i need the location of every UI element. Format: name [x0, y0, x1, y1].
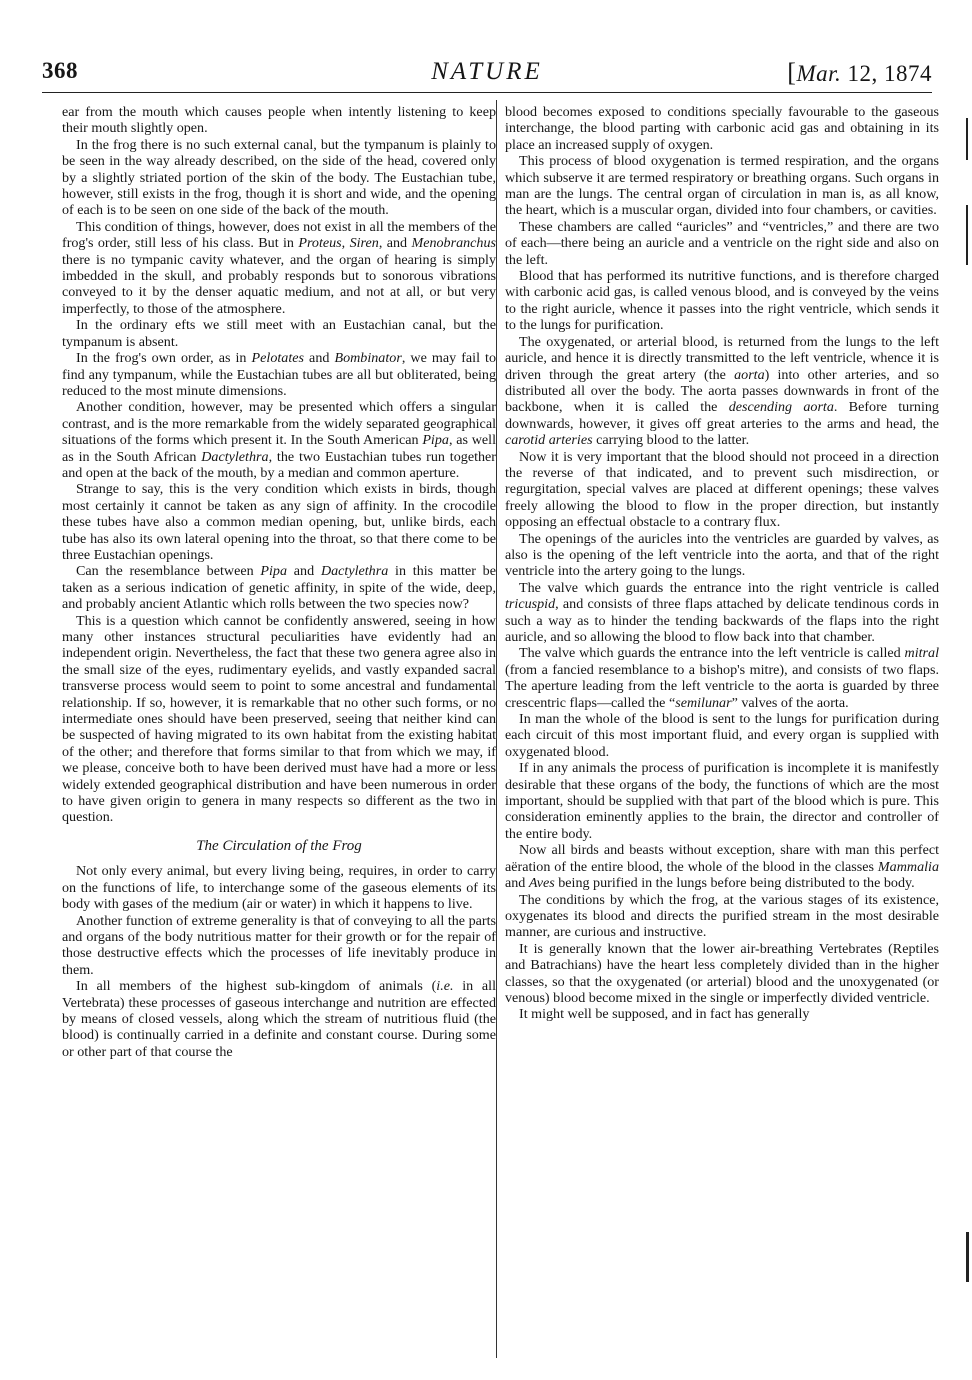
running-header [42, 58, 932, 93]
paragraph: blood becomes exposed to conditions specially favourable to the gaseous interchange, the blood parting with carbonic acid gas and obtaining in its place an increased supply of oxygen. [505, 104, 939, 153]
paragraph: These chambers are called “auricles” and “ventricles,” and there are two of each—there being an auricle and a ventricle on the right side and also on the left. [505, 218, 939, 268]
paragraph: Blood that has performed its nutritive functions, and is therefore charged with carbonic acid gas, is called venous blood, and is conveyed by the veins to the right auricle, whence it passes into the right ventricle, which sends it to the lungs for purification. [505, 268, 939, 334]
right-column [505, 104, 939, 1023]
paragraph: Another condition, however, may be presented which offers a singular contrast, and is the more remarkable from the widely separated geographical situations of the forms which present it. In the South American Pipa, as well as in the South African Dactylethra, the two Eustachian tubes run together and open at the back of the mouth, by a median and common aperture. [62, 399, 496, 481]
paragraph: In the frog's own order, as in Pelotates and Bombinator, we may fail to find any tympanum, while the Eustachian tubes are all but obliterated, being reduced to the most minute dimensions. [62, 350, 497, 399]
section-heading: The Circulation of the Frog [196, 837, 362, 854]
italic-term: Siren [349, 235, 379, 252]
italic-term: Dactylethra [201, 448, 269, 465]
italic-term: Bombinator [334, 350, 402, 367]
paragraph: The oxygenated, or arterial blood, is returned from the lungs to the left auricle, and hence it is directly transmitted to the left ventricle, whence it is driven through the great artery (the aorta) into other arteries, and so distributed all over the body. The aorta passes downwards in front of the backbone, when it is called the descending aorta. Before turning downwards, however, it gives off great arteries to the arms and head, the carotid arteries carrying blood to the latter. [505, 333, 939, 449]
italic-term: Pipa [422, 432, 449, 449]
italic-term: semilunar [675, 694, 732, 711]
italic-term: aorta [734, 366, 765, 383]
paragraph: Now all birds and beasts without exception, share with man this perfect aëration of the entire blood, the whole of the blood in the classes Mammalia and Aves being purified in the lungs before being distributed to the body. [505, 842, 939, 892]
paragraph: Not only every animal, but every living being, requires, in order to carry on the functions of life, to interchange some of the gaseous elements of its body with gases of the medium (air or water) in which it happens to live. [62, 863, 496, 913]
paragraph: ear from the mouth which causes people when intently listening to keep their mouth slightly open. [62, 104, 496, 137]
italic-term: Proteus [298, 235, 342, 252]
paragraph: In the frog there is no such external canal, but the tympanum is plainly to be seen in the way already described, on the side of the head, covered only by a slightly striated portion of the skin of the body. The Eustachian tube, however, still exists in the frog, though it is short and wide, and the opening of each is to be seen on one side of the back of the mouth. [62, 136, 496, 219]
paragraph: In all members of the highest sub-kingdom of animals (i.e. in all Vertebrata) these processes of gaseous interchange and nutrition are effected by means of closed vessels, along which the stream of nutritious fluid (the blood) is continually carried in a definite and constant course. During some or other part of that course the [62, 978, 496, 1060]
paragraph: The openings of the auricles into the ventricles are guarded by valves, as also is the opening of the left ventricle into the aorta, and that of the right ventricle into the artery going to the lungs. [505, 530, 939, 580]
paragraph: This condition of things, however, does not exist in all the members of the frog's order, still less of his class. But in Proteus, Siren, and Menobranchus there is no tympanic cavity whatever, and the organ of hearing is simply imbedded in the skull, and probably responds but to sonorous vibrations conveyed to it by the denser aquatic medium, and not at all, or but very imperfectly, to those of the atmosphere. [62, 218, 497, 317]
paragraph: The valve which guards the entrance into the right ventricle is called tricuspid, and consists of three flaps attached by delicate tendinous cords in such a way as to hinder the tending backwards of the flaps into the right auricle, and so allowing the blood to flow back into that chamber. [505, 579, 939, 645]
italic-term: carotid arteries [505, 432, 593, 449]
italic-term: Aves [528, 875, 555, 892]
paragraph: In the ordinary efts we still meet with an Eustachian canal, but the tympanum is absent. [62, 317, 496, 350]
journal-title: NATURE [431, 58, 543, 85]
italic-term: Menobranchus [411, 235, 497, 252]
paragraph: This process of blood oxygenation is termed respiration, and the organs which subserve it are termed respiratory or breathing organs. Such organs in man are the lungs. The central organ of circulation in man is, as all know, the heart, which is a muscular organ, divided into four chambers, or cavities. [505, 153, 939, 219]
paragraph: Strange to say, this is the very condition which exists in birds, though most certainly it cannot be taken as any sign of affinity. In the crocodile these tubes have also a common median opening, but, unlike birds, each tube has also its own lateral opening into the throat, so that there come to be three Eustachian openings. [62, 481, 496, 563]
paragraph: Now it is very important that the blood should not proceed in a direction the reverse of that indicated, and to prevent such misdirection, or regurgitation, special valves are placed at different openings; these valves freely allowing the blood to flow in the proper direction, but instantly opposing an effectual obstacle to a contrary flux. [505, 448, 939, 531]
italic-term: Mammalia [877, 858, 939, 875]
italic-term: tricuspid [505, 596, 556, 613]
column-divider [496, 100, 497, 1358]
italic-term: mitral [904, 645, 939, 662]
left-column [62, 104, 496, 1060]
italic-term: Pelotates [251, 350, 304, 367]
scan-margin-mark [966, 118, 968, 160]
date-month: Mar. [796, 61, 842, 86]
scan-margin-mark [966, 1232, 969, 1282]
italic-term: Pipa [260, 563, 288, 580]
italic-term: descending aorta [728, 399, 834, 416]
paragraph: This is a question which cannot be confidently answered, seeing in how many other instances structural peculiarities have evidently had an independent origin. Nevertheless, the fact that these two genera agree also in the small size of the eyes, rudimentary eyelids, and vastly expanded sacral transverse process would seem to point to some ancestral and fundamental relationship. If so, however, it is remarkable that no other such forms, or no intermediate ones should have been preserved, seeing that neither kind can be suspected of having migrated to its own habitat from the existing habitat of the other; and therefore that forms similar to that from which we may, if we please, conceive both to have been derived must have had a more or less widely extended geographical distribution and have been numerous in order to have given origin to genera in many respects so different as the two in question. [62, 612, 496, 826]
paragraph: Another function of extreme generality is that of conveying to all the parts and organs of the body nutritious matter for their growth or for the repair of those destructive effects which the processes of life inevitably produce in them. [62, 912, 496, 978]
italic-term: i.e. [436, 978, 454, 995]
scan-margin-mark [966, 205, 968, 265]
issue-date [787, 58, 932, 88]
paragraph: The valve which guards the entrance into the left ventricle is called mitral (from a fancied resemblance to a bishop's mitre), and consists of two flaps. The aperture leading from the left ventricle to the aorta is guarded by three crescentric flaps—called the “semilunar” valves of the aorta. [505, 645, 939, 711]
paragraph: It might well be supposed, and in fact has generally [519, 1006, 810, 1023]
paragraph: In man the whole of the blood is sent to the lungs for purification during each circuit of this most important fluid, and every organ is supplied with oxygenated blood. [505, 711, 939, 760]
paragraph: If in any animals the process of purification is incomplete it is manifestly desirable that these organs of the body, the functions of which are the most important, should be supplied with that part of the blood which is pure. This consideration eminently applies to the brain, the director and controller of the entire body. [505, 760, 939, 842]
date-day-year: 12, 1874 [841, 61, 932, 86]
page-number: 368 [42, 58, 78, 83]
paragraph: It is generally known that the lower air-breathing Vertebrates (Reptiles and Batrachians) have the heart less completely divided than in the higher classes, so that the oxygenated (or arterial) blood and the unoxygenated (or venous) blood become mixed in the single or imperfectly divided ventricle. [505, 940, 939, 1006]
paragraph: Can the resemblance between Pipa and Dactylethra in this matter be taken as a serious indication of genetic affinity, in spite of the wide, deep, and probably ancient Atlantic which rolls between the two species now? [62, 563, 496, 613]
italic-term: Dactylethra [320, 563, 389, 580]
date-bracket: [ [787, 58, 797, 87]
paragraph: The conditions by which the frog, at the various stages of its existence, oxygenates its blood and directs the purified stream in the most desirable manner, are curious and instructive. [505, 891, 939, 941]
